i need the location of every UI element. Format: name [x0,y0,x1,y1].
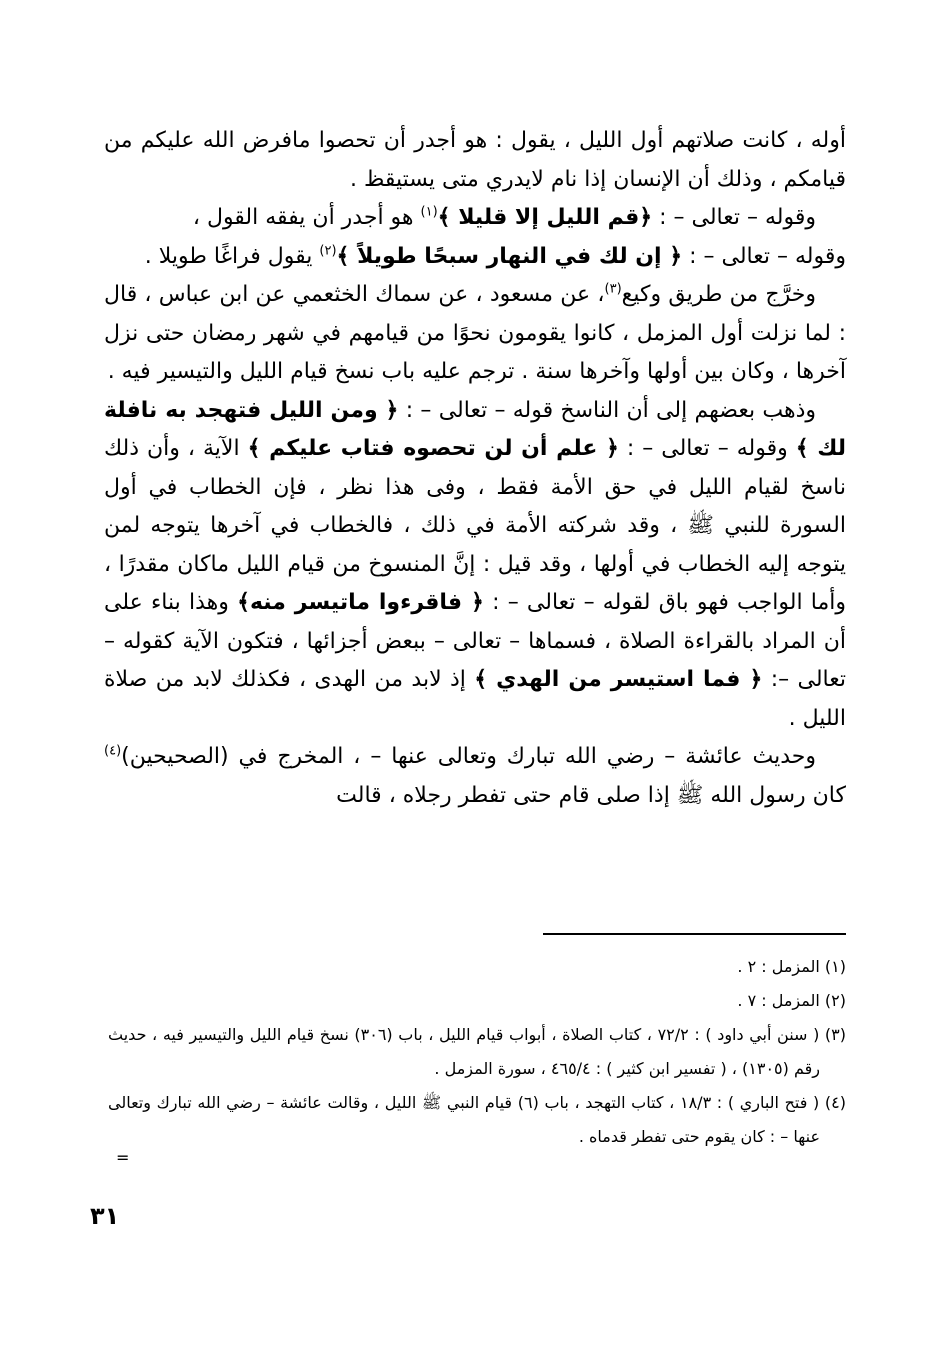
footnote-2: (٢) المزمل : ٧ . [737,991,846,1010]
main-text-block [104,122,846,815]
paragraph-2 [104,199,846,238]
footnote-1: (١) المزمل : ٢ . [737,957,846,976]
body-text [104,122,846,815]
paragraph-5-text-2: وقوله – تعالى – : [618,436,796,461]
quran-verse-4: ﴿ علم أن لن تحصوه فتاب عليكم ﴾ [247,436,619,461]
quran-verse-2: ﴿ إن لك في النهار سبحًا طويلاً ﴾ [336,243,683,269]
quran-verse-3: ﴿ ومن الليل فتهجد به نافلة لك ﴾ [104,397,847,461]
paragraph-3-text-before: وقوله – تعالى – : [682,243,846,269]
paragraph-5-text-3: الآية ، وأن ذلك ناسخ لقيام الليل في حق الأمة فقط ، وفى هذا نظر ، فإن الخطاب في أول السورة للنبي ﷺ ، وقد شركته الأمة في ذلك ، فالخطاب في آخرها يتوجه لمن يتوجه إليه الخطاب في أولها ، وقد قيل : إنَّ المنسوخ من قيام الليل ماكان مقدرًا ، وأما الواجب فهو باق لقوله – تعالى – : [104,436,846,615]
footnote-3: (٣) ( سنن أبي داود ) : ٧٢/٢ ، كتاب الصلاة ، أبواب قيام الليل ، باب (٣٠٦) نسخ قيام الليل والتيسير فيه ، حديث رقم (١٣٠٥) ، ( تفسير ابن كثير ) : ٤٦٥/٤ ، سورة المزمل . [108,1025,846,1078]
paragraph-1: أوله ، كانت صلاتهم أول الليل ، يقول : هو أجدر أن تحصوا مافرض الله عليكم من قيامكم ، وذلك أن الإنسان إذا نام لايدري متى يستيقظ . [104,128,846,192]
quran-verse-6: ﴿ فما استيسر من الهدي ﴾ [474,667,763,692]
paragraph-5-text-1: وذهب بعضهم إلى أن الناسخ قوله – تعالى – : [398,397,816,423]
footnote-ref-1[interactable]: (١) [420,204,438,220]
paragraph-2-text-before: وقوله – تعالى – : [652,205,816,230]
footnotes-block [108,950,846,1154]
paragraph-6 [104,738,846,815]
footnote-4: (٤) ( فتح الباري ) : ١٨/٣ ، كتاب التهجد ، باب (٦) قيام النبي ﷺ الليل ، وقالت عائشة – رضي الله تبارك وتعالى عنها – : كان يقوم حتى تفطر قدماه . [108,1093,847,1146]
paragraph-4-text-before: وخرَّج من طريق وكيع [621,282,816,307]
paragraph-3 [104,238,846,277]
paragraph-5 [104,392,846,739]
paragraph-6-text-after: كان رسول الله ﷺ إذا صلى قام حتى تفطر رجلاه ، قالت [336,782,846,808]
paragraph-2-text-after: هو أجدر أن يفقه القول ، [192,205,421,230]
paragraph-6-text-before: وحديث عائشة – رضي الله تبارك وتعالى عنها – ، المخرج في (الصحيحين) [121,744,816,769]
paragraph-4-text-after: ، عن مسعود ، عن سماك الخثعمي عن ابن عباس ، قال : لما نزلت أول المزمل ، كانوا يقومون نحوًا من قيامهم في شهر رمضان حتى نزل آخرها ، وكان بين أولها وآخرها سنة . ترجم عليه باب نسخ قيام الليل والتيسير فيه . [104,282,846,384]
footnote-ref-2[interactable]: (٢) [319,243,337,259]
quran-verse-1: ﴿قم الليل إلا قليلا ﴾ [437,205,653,230]
footnote-ref-4[interactable]: (٤) [104,743,122,759]
page-number: ٣١ [90,1202,120,1230]
paragraph-3-text-after: يقول فراغًا طويلا . [144,243,320,269]
paragraph-4 [104,276,846,392]
continuation-mark: = [116,1148,130,1167]
footnote-separator [543,933,846,935]
paragraph-5-text-4: وهذا بناء على أن المراد بالقراءة الصلاة ، فسماها – تعالى – ببعض أجزائها ، فتكون الآية كقوله – تعالى –: [104,590,846,692]
paragraph-5-text-5: إذ لابد من الهدى ، فكذلك لابد من صلاة الليل . [104,667,846,731]
footnote-ref-3[interactable]: (٣) [604,281,622,297]
quran-verse-5: ﴿ فاقرءوا ماتيسر منه﴾ [237,590,484,615]
